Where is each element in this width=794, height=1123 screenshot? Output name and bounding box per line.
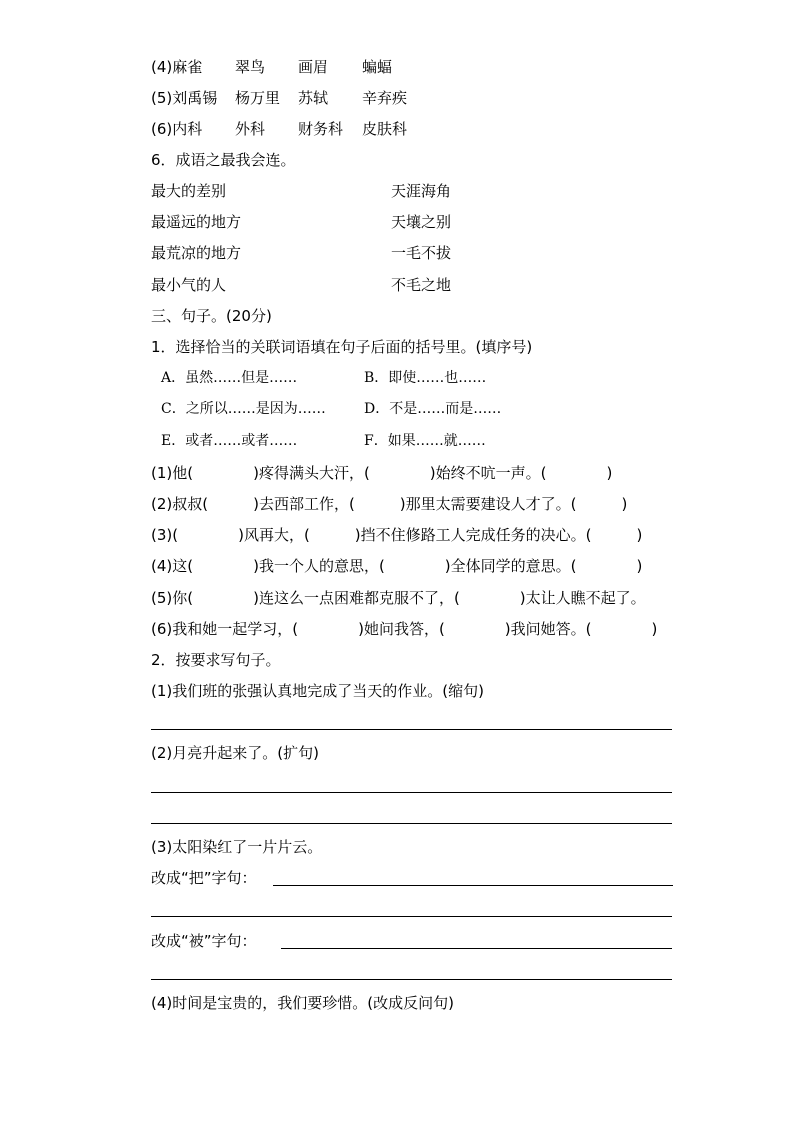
q6-pair-4 <box>151 274 452 296</box>
row4-item-2: 翠鸟 <box>235 58 266 76</box>
q6-title: 6．成语之最我会连。 <box>151 151 296 169</box>
row4-item-3: 画眉 <box>298 58 329 76</box>
word-row-6 <box>151 118 408 140</box>
q6-left-4: 最小气的人 <box>151 276 227 294</box>
sentence-1: (1)他( )疼得满头大汗，( )始终不吭一声。( ) <box>151 464 613 482</box>
sentence-3: (3)( )风再大，( )挡不住修路工人完成任务的决心。( ) <box>151 526 643 544</box>
options-row-3 <box>151 430 486 452</box>
sentence-2: (2)叔叔( )去西部工作，( )那里太需要建设人才了。( ) <box>151 495 628 513</box>
bei-sentence-label: 改成“被”字句： <box>151 932 257 950</box>
sentence-5: (5)你( )连这么一点困难都克服不了，( )太让人瞧不起了。 <box>151 589 646 607</box>
row5-item-3: 苏轼 <box>298 89 329 107</box>
bei-answer-line[interactable] <box>281 948 672 949</box>
row6-item-1: (6)内科 <box>151 120 203 138</box>
answer-line-1[interactable] <box>151 729 672 730</box>
word-row-5 <box>151 87 408 109</box>
q6-left-3: 最荒凉的地方 <box>151 244 242 262</box>
section3-title: 三、句子。(20分) <box>151 307 272 325</box>
answer-line-4[interactable] <box>151 916 672 917</box>
row5-item-2: 杨万里 <box>235 89 281 107</box>
options-row-2 <box>151 398 502 420</box>
q6-pair-2 <box>151 211 452 233</box>
q6-right-4: 不毛之地 <box>391 276 452 294</box>
q6-right-3: 一毛不拔 <box>391 244 452 262</box>
q2-item-3: (3)太阳染红了一片片云。 <box>151 838 323 856</box>
q2-item-2: (2)月亮升起来了。(扩句) <box>151 744 319 762</box>
q2-item-1: (1)我们班的张强认真地完成了当天的作业。(缩句) <box>151 682 484 700</box>
q6-right-2: 天壤之别 <box>391 213 452 231</box>
row6-item-3: 财务科 <box>298 120 344 138</box>
row6-item-4: 皮肤科 <box>362 120 408 138</box>
q6-left-2: 最遥远的地方 <box>151 213 242 231</box>
row5-item-4: 辛弃疾 <box>362 89 408 107</box>
ba-answer-line[interactable] <box>273 885 673 886</box>
option-f: F．如果……就…… <box>364 433 486 449</box>
answer-line-5[interactable] <box>151 979 672 980</box>
ba-sentence-label: 改成“把”字句： <box>151 869 257 887</box>
sentence-4: (4)这( )我一个人的意思，( )全体同学的意思。( ) <box>151 557 643 575</box>
option-a: A．虽然……但是…… <box>161 370 298 386</box>
row4-item-1: (4)麻雀 <box>151 58 203 76</box>
option-d: D．不是……而是…… <box>364 401 502 417</box>
row5-item-1: (5)刘禹锡 <box>151 89 218 107</box>
word-row-4 <box>151 56 393 78</box>
q2-item-4: (4)时间是宝贵的，我们要珍惜。(改成反问句) <box>151 994 454 1012</box>
option-e: E．或者……或者…… <box>161 433 298 449</box>
q6-right-1: 天涯海角 <box>391 182 452 200</box>
row4-item-4: 蝙蝠 <box>362 58 393 76</box>
q1-title: 1．选择恰当的关联词语填在句子后面的括号里。(填序号) <box>151 338 533 356</box>
options-row-1 <box>151 367 487 389</box>
q6-left-1: 最大的差别 <box>151 182 227 200</box>
sentence-6: (6)我和她一起学习，( )她问我答，( )我问她答。( ) <box>151 620 658 638</box>
option-b: B．即使……也…… <box>364 370 487 386</box>
q6-pair-1 <box>151 180 452 202</box>
answer-line-3[interactable] <box>151 823 672 824</box>
row6-item-2: 外科 <box>235 120 266 138</box>
q6-pair-3 <box>151 242 452 264</box>
answer-line-2[interactable] <box>151 792 672 793</box>
option-c: C．之所以……是因为…… <box>161 401 326 417</box>
q2-title: 2．按要求写句子。 <box>151 651 281 669</box>
